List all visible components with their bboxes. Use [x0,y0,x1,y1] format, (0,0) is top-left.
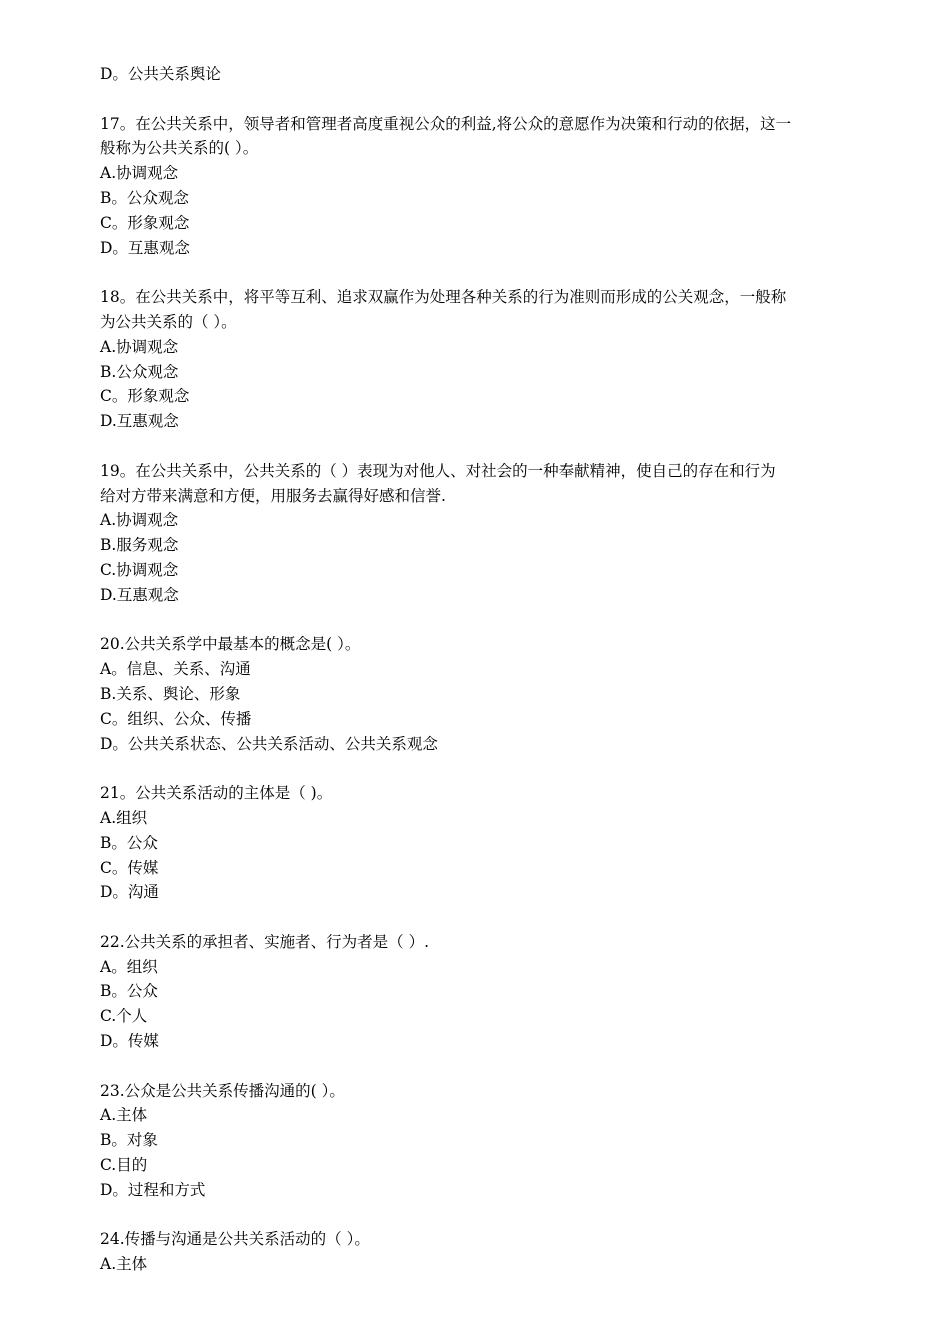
paragraph-spacer [100,260,850,285]
answer-option: C。形象观念 [100,213,190,232]
answer-option: D。沟通 [100,883,159,902]
question-text-line: 18。在公共关系中，将平等互利、追求双赢作为处理各种关系的行为准则而形成的公关观念，一般称 [100,288,787,307]
document-page [100,62,850,1277]
answer-option: A。信息、关系、沟通 [100,660,251,679]
question-text-line: 17。在公共关系中，领导者和管理者高度重视公众的利益,将公众的意愿作为决策和行动的依据，这一 [100,114,792,133]
answer-option: A。组织 [100,957,158,976]
answer-option: B。公众 [100,833,158,852]
answer-option: B.服务观念 [100,536,179,555]
paragraph-spacer [100,756,850,781]
answer-option: D。公共关系舆论 [100,65,221,83]
answer-option: C.协调观念 [100,560,179,579]
question-text-line: 为公共关系的（ ）。 [100,312,237,331]
answer-option: C.目的 [100,1156,148,1175]
answer-option: A.主体 [100,1106,148,1125]
answer-option: B。公众 [100,982,158,1001]
answer-option: A.主体 [100,1255,148,1274]
paragraph-spacer [100,608,850,633]
question-text-line: 24.传播与沟通是公共关系活动的（ ）。 [100,1230,370,1249]
answer-option: D.互惠观念 [100,412,179,431]
question-text-line: 22.公共关系的承担者、实施者、行为者是（ ）. [100,932,430,951]
answer-option: C.个人 [100,1007,148,1026]
answer-option: C。组织、公众、传播 [100,709,252,728]
paragraph-spacer [100,1203,850,1228]
paragraph-spacer [100,87,850,112]
paragraph-spacer [100,905,850,930]
answer-option: D.互惠观念 [100,585,179,604]
answer-option: C。传媒 [100,858,159,877]
paragraph-spacer [100,1054,850,1079]
answer-option: D。过程和方式 [100,1180,206,1199]
answer-option: B.关系、舆论、形象 [100,684,241,703]
answer-option: D。互惠观念 [100,238,190,257]
question-text-line: 19。在公共关系中，公共关系的（ ）表现为对他人、对社会的一种奉献精神，使自己的存在和行为 [100,461,776,480]
question-text-line: 23.公众是公共关系传播沟通的( ）。 [100,1081,345,1100]
answer-option: B.公众观念 [100,362,179,381]
paragraph-spacer [100,434,850,459]
answer-option: C。形象观念 [100,387,190,406]
answer-option: A.协调观念 [100,511,179,530]
question-text-line: 20.公共关系学中最基本的概念是( ）。 [100,635,361,654]
answer-option: A.组织 [100,808,148,827]
answer-option: A.协调观念 [100,164,179,183]
question-text-line: 般称为公共关系的( ）。 [100,139,259,158]
answer-option: B。对象 [100,1131,158,1150]
answer-option: D。公共关系状态、公共关系活动、公共关系观念 [100,734,438,753]
answer-option: B。公众观念 [100,188,189,207]
answer-option: A.协调观念 [100,337,179,356]
question-text-line: 给对方带来满意和方便，用服务去赢得好感和信誉. [100,486,446,505]
question-text-line: 21。公共关系活动的主体是（ )。 [100,784,333,803]
answer-option: D。传媒 [100,1032,159,1051]
